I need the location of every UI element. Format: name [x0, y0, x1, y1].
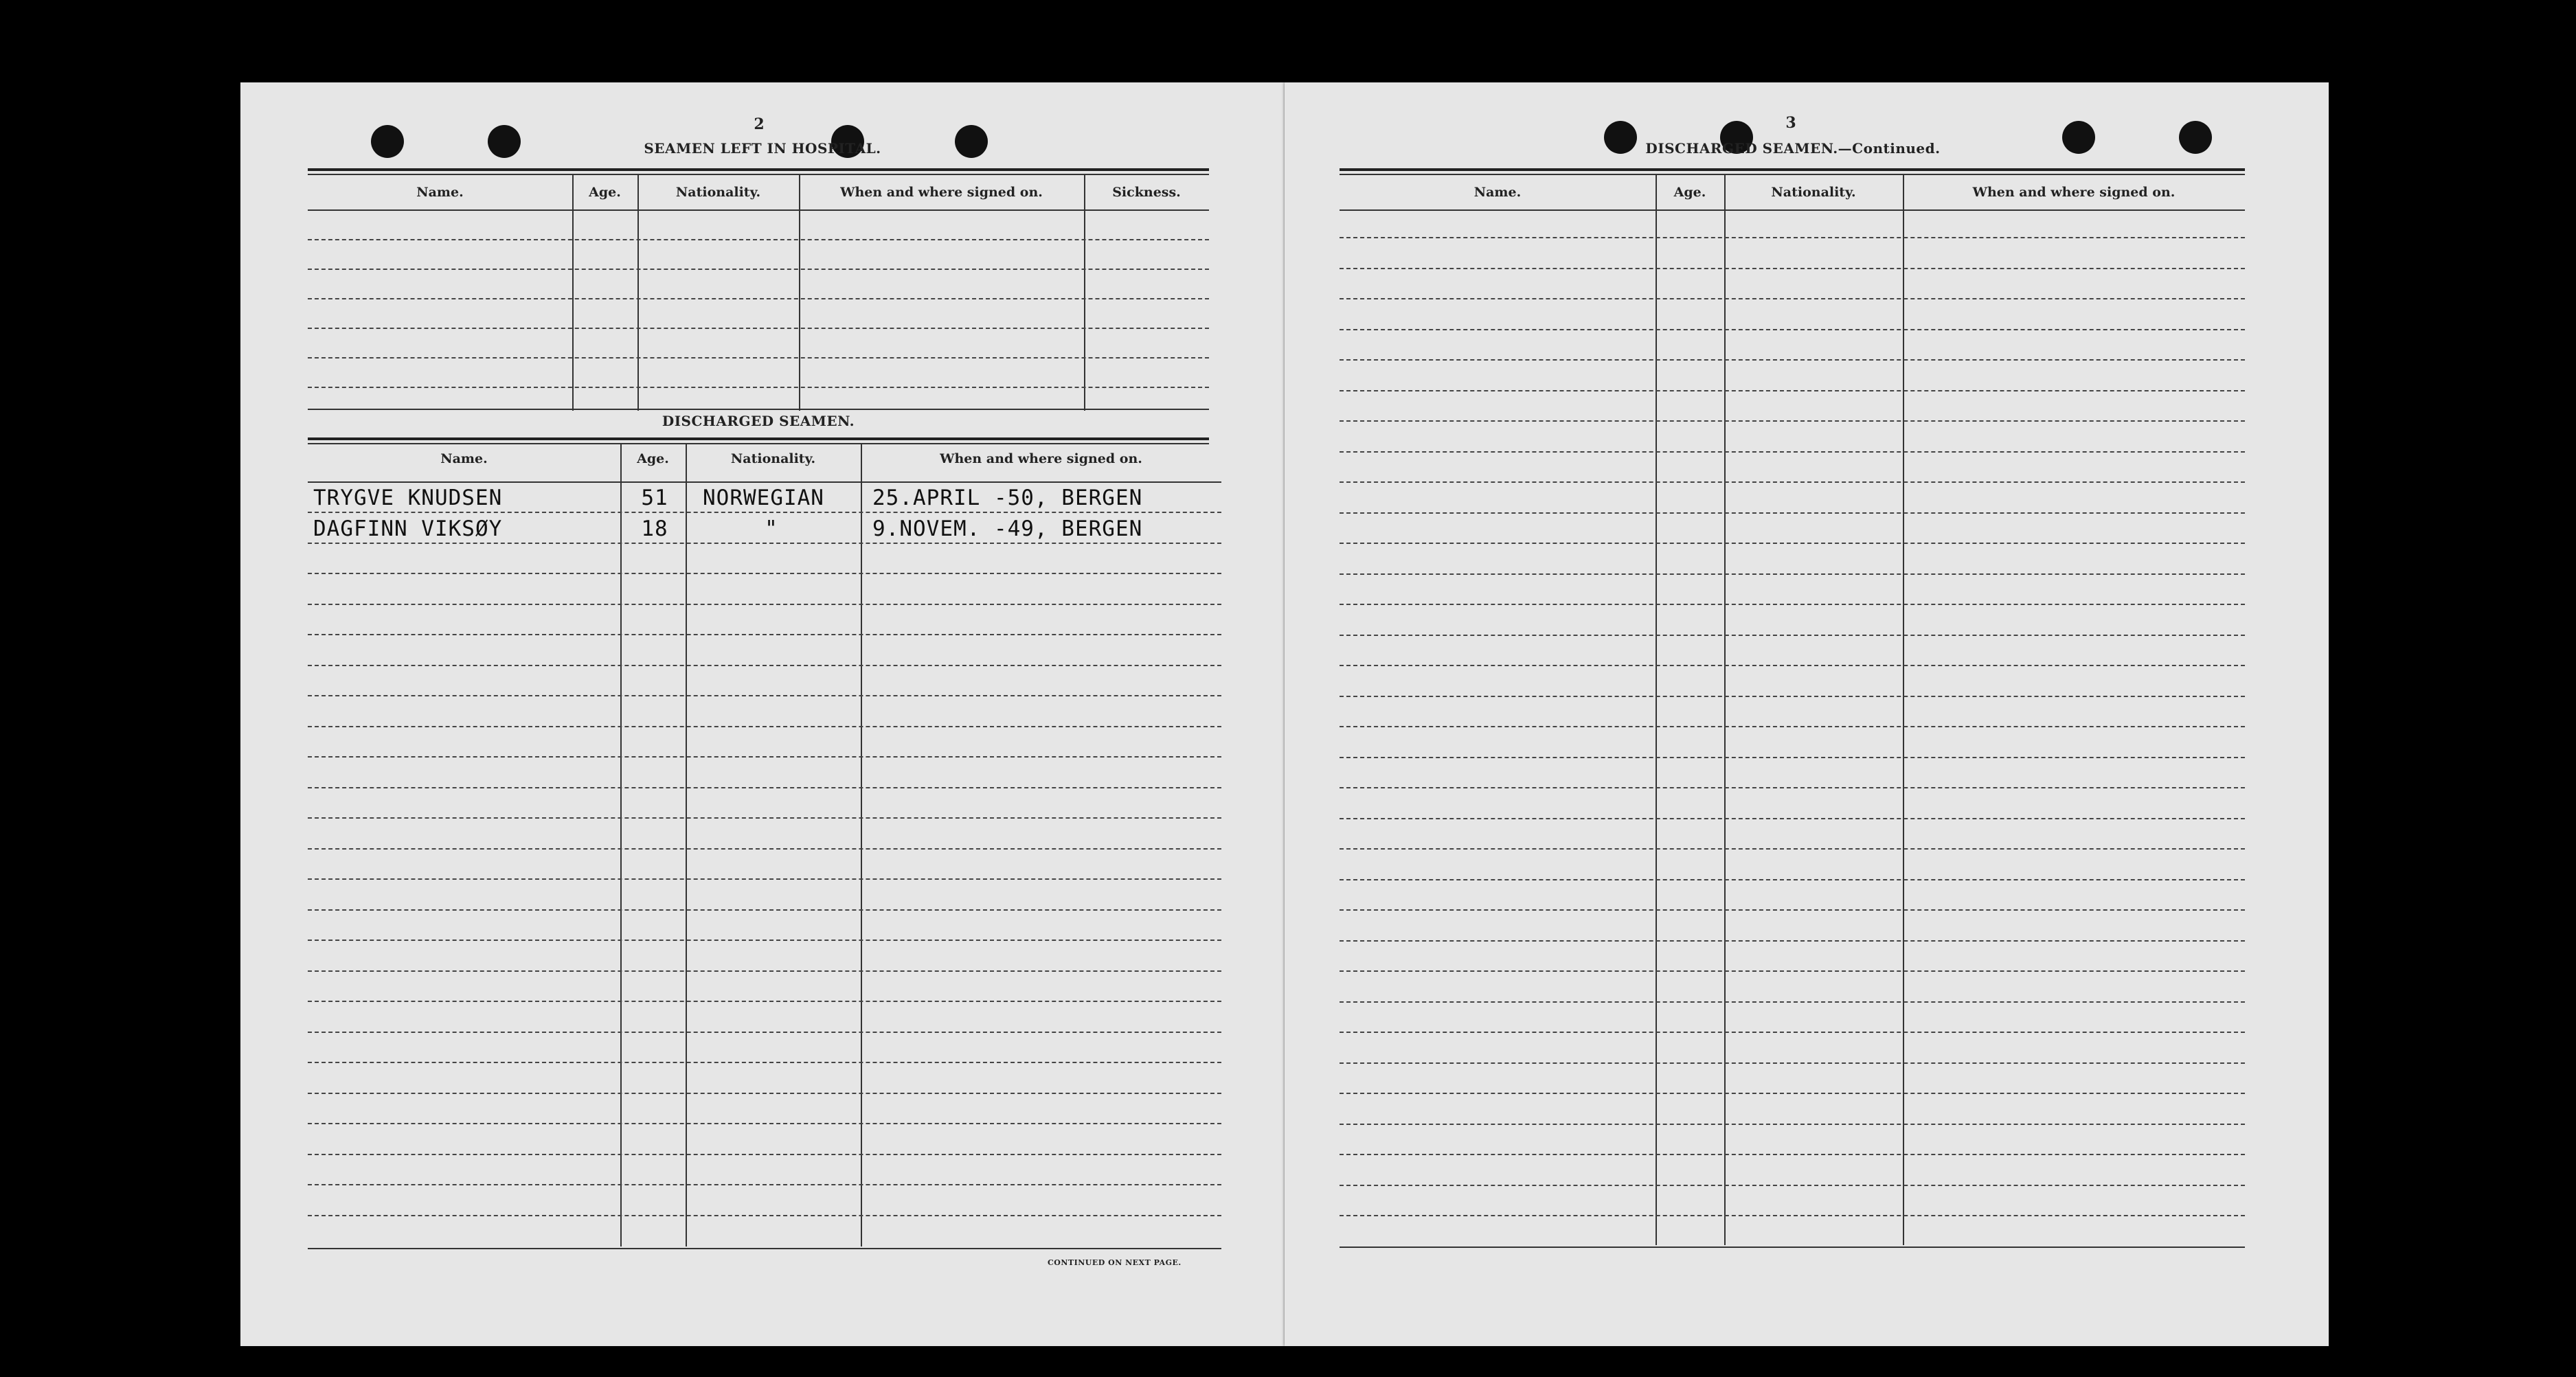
- page-number: 3: [1785, 114, 1796, 132]
- ruled-line: [1340, 481, 2245, 483]
- ruled-line: [308, 970, 1221, 972]
- seaman-name: DAGFINN VIKSØY: [313, 516, 503, 541]
- ruled-line: [308, 909, 1221, 911]
- ruled-line: [308, 695, 1221, 696]
- ruled-line: [1340, 298, 2245, 299]
- ruled-line: [308, 1062, 1221, 1063]
- ruled-line: [308, 1001, 1221, 1002]
- ruled-line: [1340, 543, 2245, 544]
- page-number: 2: [754, 115, 765, 133]
- ruled-line: [308, 1032, 1221, 1033]
- punch-hole: [955, 125, 988, 158]
- punch-hole: [488, 125, 521, 158]
- col-name: Name.: [1473, 185, 1522, 200]
- discharged-continued-title: DISCHARGED SEAMEN.—Continued.: [1645, 140, 1941, 157]
- seaman-signed-on: 9.NOVEM. -49, BERGEN: [872, 516, 1143, 541]
- col-name: Name.: [416, 185, 464, 200]
- ruled-line: [308, 512, 1221, 513]
- ruled-line: [308, 1093, 1221, 1094]
- col-signed-on: When and where signed on.: [940, 451, 1142, 466]
- col-age: Age.: [1673, 185, 1706, 200]
- ruled-line: [308, 878, 1221, 880]
- ruled-line: [308, 787, 1221, 788]
- col-age: Age.: [589, 185, 621, 200]
- ruled-line: [1340, 848, 2245, 850]
- ruled-line: [308, 543, 1221, 544]
- ruled-line: [308, 756, 1221, 758]
- col-signed-on: When and where signed on.: [1972, 185, 2176, 200]
- seaman-signed-on: 25.APRIL -50, BERGEN: [872, 486, 1143, 510]
- ruled-line: [1340, 359, 2245, 361]
- ruled-line: [308, 1123, 1221, 1124]
- ruled-line: [1340, 879, 2245, 880]
- ruled-line: [1340, 940, 2245, 942]
- ruled-line: [1340, 909, 2245, 911]
- ruled-line: [1340, 1062, 2245, 1064]
- ruled-line: [1340, 420, 2245, 422]
- ruled-line: [1340, 1093, 2245, 1094]
- ruled-line: [308, 665, 1221, 666]
- ruled-line: [1340, 237, 2245, 238]
- ruled-line: [1340, 1001, 2245, 1003]
- ruled-line: [1340, 696, 2245, 697]
- ruled-line: [1340, 1032, 2245, 1033]
- punch-hole: [2062, 121, 2095, 154]
- seaman-age: 51: [641, 486, 668, 510]
- ruled-line: [308, 604, 1221, 605]
- ruled-line: [1340, 665, 2245, 666]
- discharged-section-title: DISCHARGED SEAMEN.: [662, 413, 855, 429]
- ruled-line: [1340, 512, 2245, 514]
- seaman-age: 18: [641, 516, 668, 541]
- punch-hole: [371, 125, 404, 158]
- ruled-line: [1340, 757, 2245, 758]
- ruled-line: [1340, 573, 2245, 575]
- seaman-nationality: NORWEGIAN: [703, 486, 824, 510]
- ruled-line: [1340, 329, 2245, 330]
- col-age: Age.: [637, 451, 669, 466]
- ruled-line: [308, 1215, 1221, 1216]
- ruled-line: [1340, 818, 2245, 819]
- ruled-line: [1340, 726, 2245, 727]
- ruled-line: [308, 726, 1221, 727]
- ruled-line: [308, 1184, 1221, 1185]
- ruled-line: [1340, 604, 2245, 605]
- discharged-table: [308, 443, 1221, 1253]
- ruled-line: [308, 1154, 1221, 1155]
- col-signed-on: When and where signed on.: [840, 185, 1043, 200]
- ruled-line: [1340, 1185, 2245, 1186]
- ruled-line: [1340, 1124, 2245, 1125]
- ruled-line: [1340, 787, 2245, 788]
- continued-note: CONTINUED ON NEXT PAGE.: [1048, 1258, 1182, 1267]
- ruled-line: [1340, 268, 2245, 269]
- ruled-line: [1340, 390, 2245, 391]
- ruled-line: [308, 817, 1221, 819]
- ruled-line: [1340, 451, 2245, 453]
- ruled-line: [308, 573, 1221, 574]
- ruled-line: [1340, 970, 2245, 972]
- punch-hole: [2179, 121, 2212, 154]
- hospital-section-title: SEAMEN LEFT IN HOSPITAL.: [644, 140, 881, 157]
- ruled-line: [308, 848, 1221, 850]
- col-nationality: Nationality.: [1771, 185, 1856, 200]
- ruled-line: [308, 634, 1221, 635]
- left-page: [240, 82, 1285, 1346]
- col-name: Name.: [440, 451, 488, 466]
- ruled-line: [308, 940, 1221, 941]
- col-nationality: Nationality.: [675, 185, 761, 200]
- discharged-continued-table: [1340, 168, 2245, 1253]
- col-nationality: Nationality.: [730, 451, 816, 466]
- ruled-line: [1340, 635, 2245, 636]
- seaman-name: TRYGVE KNUDSEN: [313, 486, 503, 510]
- col-sickness: Sickness.: [1112, 185, 1181, 200]
- ruled-line: [1340, 1154, 2245, 1155]
- seaman-nationality: ": [765, 516, 778, 541]
- ruled-line: [1340, 1215, 2245, 1216]
- right-page: [1285, 82, 2329, 1346]
